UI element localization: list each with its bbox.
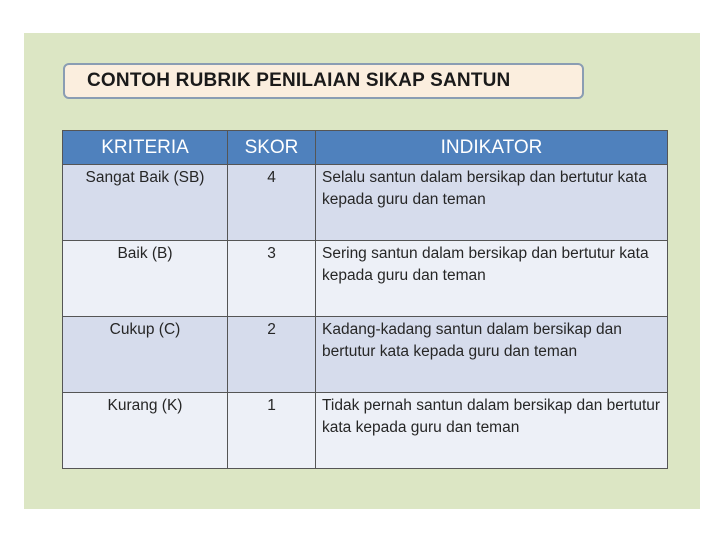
header-kriteria: KRITERIA xyxy=(63,131,228,165)
header-indikator: INDIKATOR xyxy=(316,131,668,165)
table-row xyxy=(63,317,668,393)
header-skor: SKOR xyxy=(228,131,316,165)
cell-kriteria: Cukup (C) xyxy=(63,317,228,393)
cell-kriteria: Kurang (K) xyxy=(63,393,228,469)
table-row xyxy=(63,241,668,317)
table-row xyxy=(63,165,668,241)
page-title: CONTOH RUBRIK PENILAIAN SIKAP SANTUN xyxy=(63,63,584,99)
rubric-table xyxy=(62,130,668,469)
cell-indikator: Tidak pernah santun dalam bersikap dan bertutur kata kepada guru dan teman xyxy=(316,393,668,469)
cell-indikator: Kadang-kadang santun dalam bersikap dan bertutur kata kepada guru dan teman xyxy=(316,317,668,393)
cell-skor: 2 xyxy=(228,317,316,393)
table-header-row xyxy=(63,131,668,165)
cell-indikator: Sering santun dalam bersikap dan bertutur kata kepada guru dan teman xyxy=(316,241,668,317)
cell-kriteria: Sangat Baik (SB) xyxy=(63,165,228,241)
cell-skor: 4 xyxy=(228,165,316,241)
cell-skor: 1 xyxy=(228,393,316,469)
table-row xyxy=(63,393,668,469)
cell-indikator: Selalu santun dalam bersikap dan bertutur kata kepada guru dan teman xyxy=(316,165,668,241)
slide-panel xyxy=(24,33,700,509)
cell-kriteria: Baik (B) xyxy=(63,241,228,317)
cell-skor: 3 xyxy=(228,241,316,317)
